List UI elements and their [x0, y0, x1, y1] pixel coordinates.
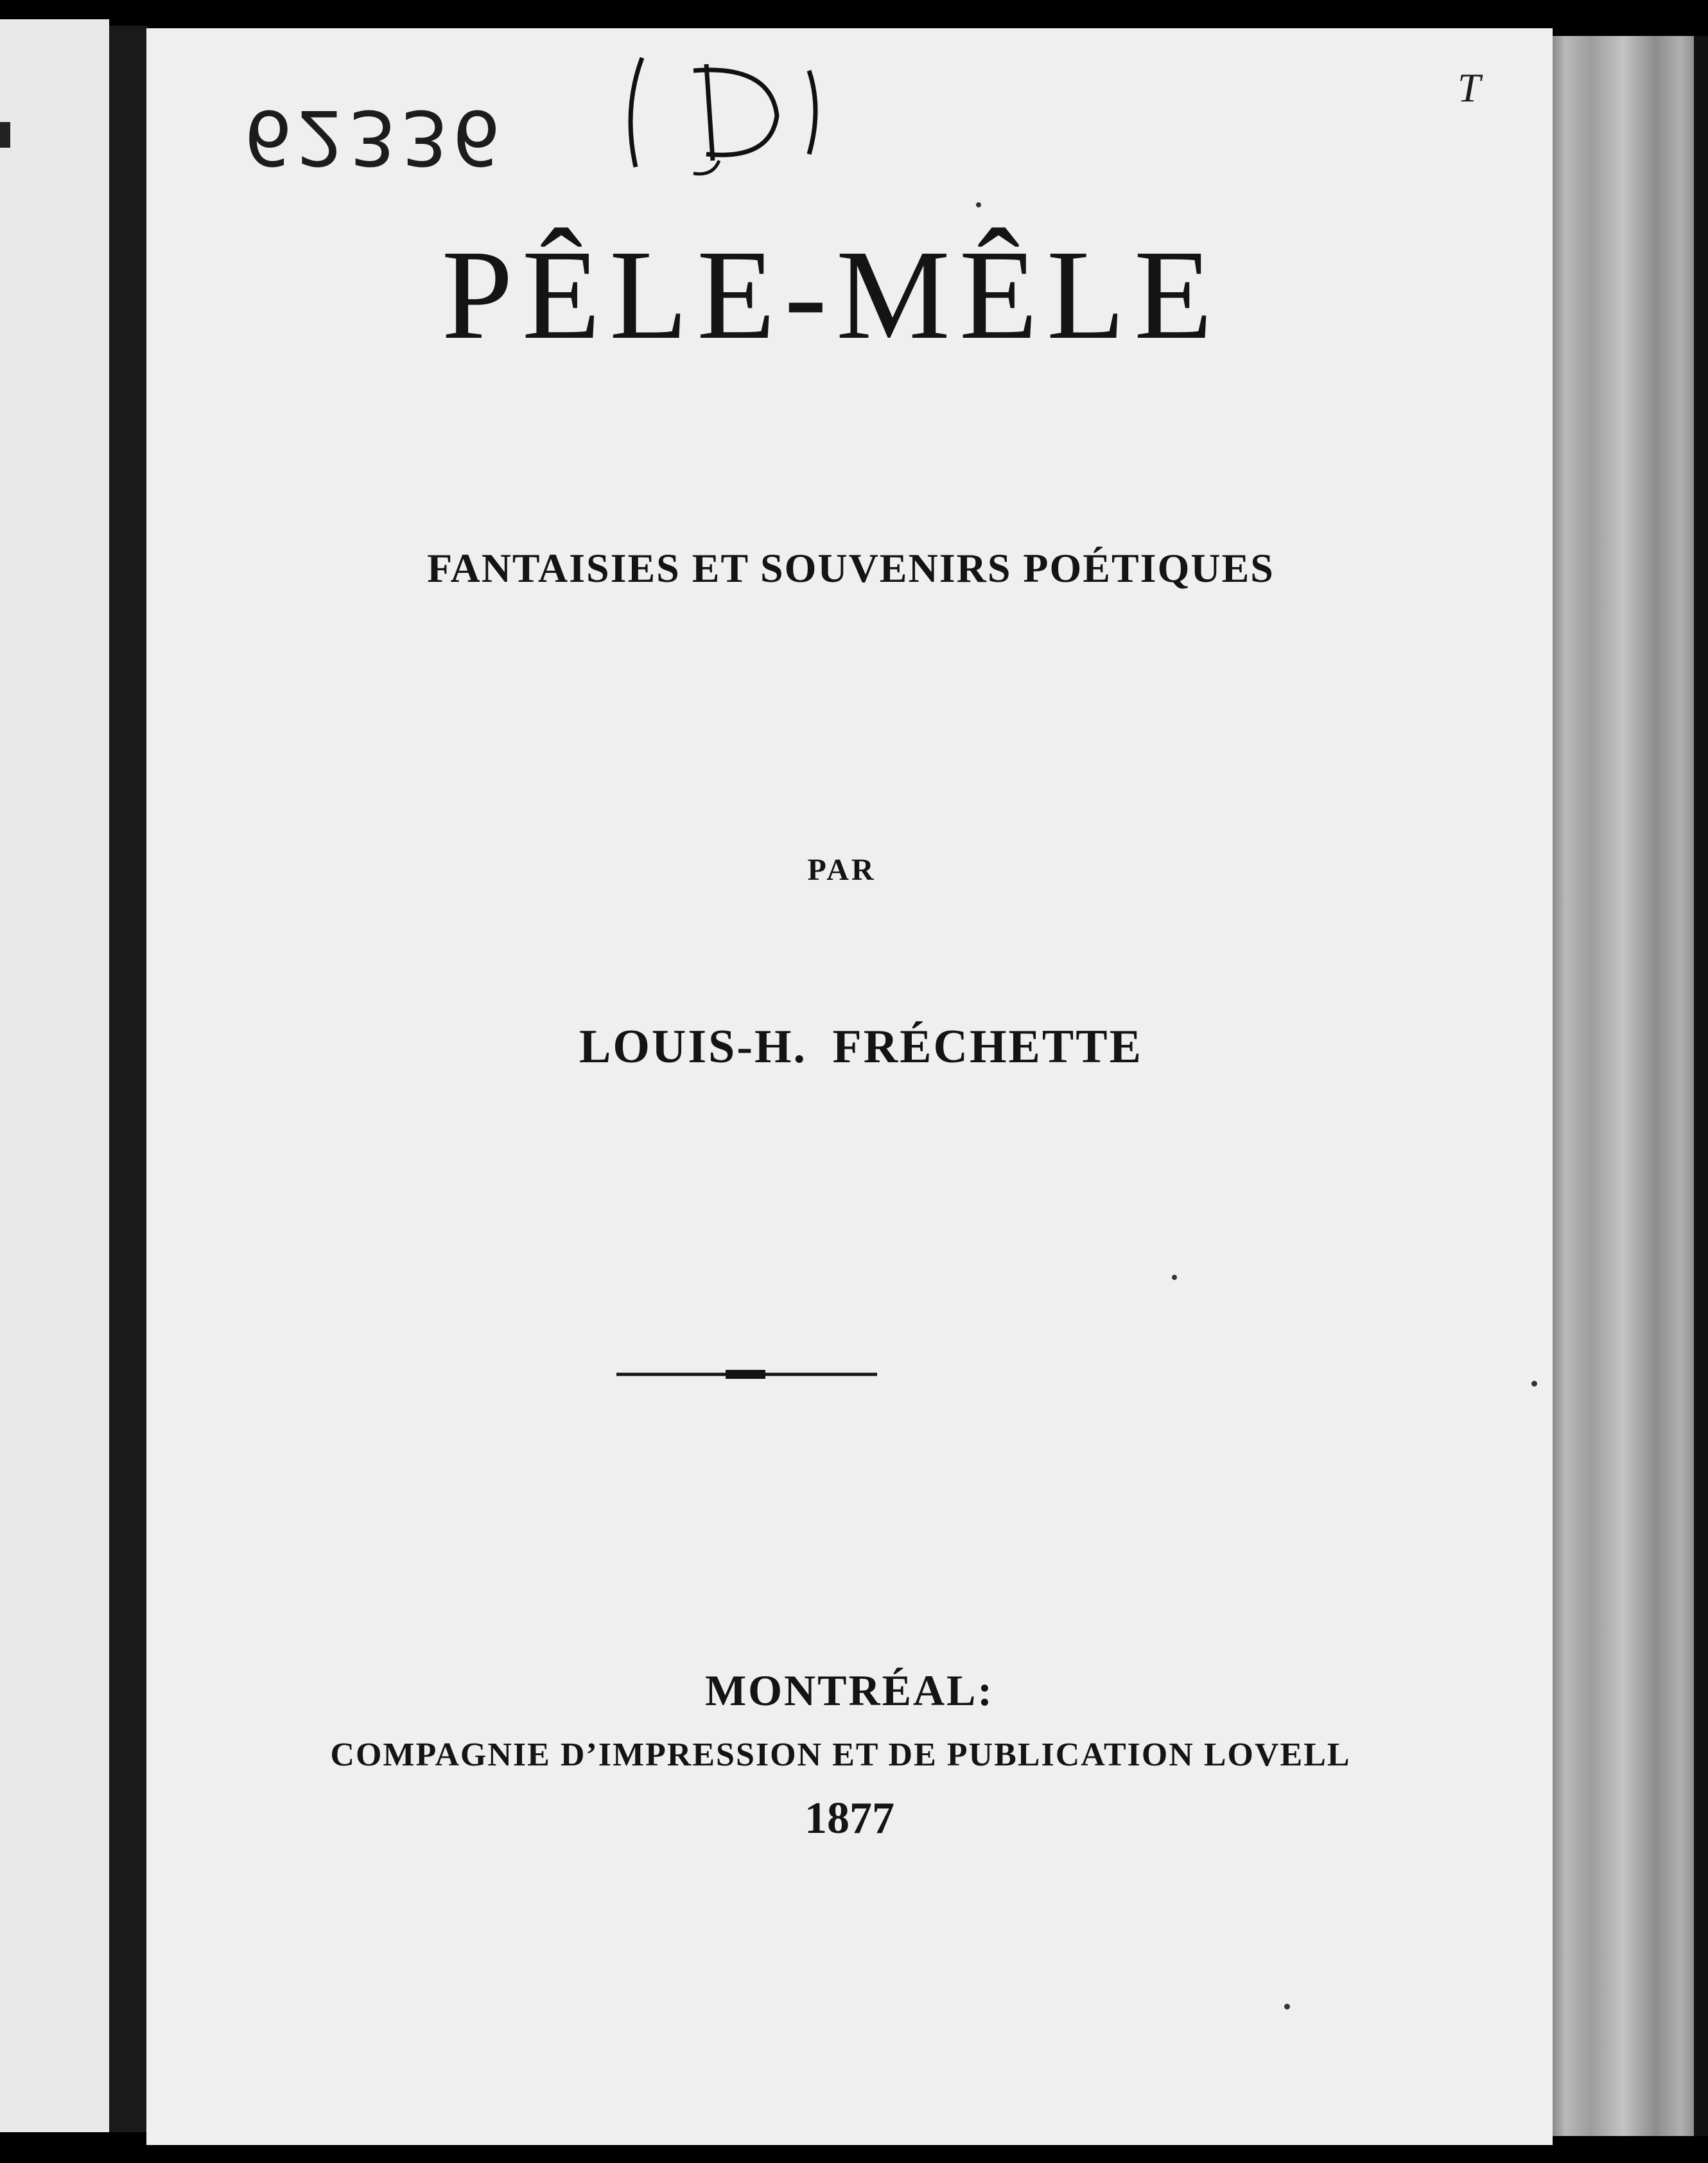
publication-city: MONTRÉAL:: [704, 1666, 995, 1715]
paper-speck: [976, 202, 981, 207]
library-stamp-number: 62336: [244, 93, 505, 182]
handwritten-mark: [616, 45, 848, 180]
book-subtitle: FANTAISIES ET SOUVENIRS POÉTIQUES: [427, 545, 1275, 591]
title-rule-ornament: [616, 1368, 877, 1381]
author-name: LOUIS-H. FRÉCHETTE: [579, 1020, 1143, 1073]
facing-page-edge: [0, 19, 109, 2132]
corner-handwritten-mark: T: [1458, 65, 1481, 110]
book-title: PÊLE-MÊLE: [441, 224, 1222, 366]
by-label: PAR: [807, 853, 876, 887]
paper-speck: [1172, 1275, 1177, 1280]
facing-page-mark: [0, 122, 10, 148]
page-edges: [1553, 36, 1708, 2136]
paper-speck: [1284, 2004, 1290, 2010]
publisher-name: COMPAGNIE D’IMPRESSION ET DE PUBLICATION LOVELL: [330, 1737, 1351, 1773]
publication-year: 1877: [805, 1794, 894, 1843]
paper-speck: [1531, 1381, 1537, 1387]
